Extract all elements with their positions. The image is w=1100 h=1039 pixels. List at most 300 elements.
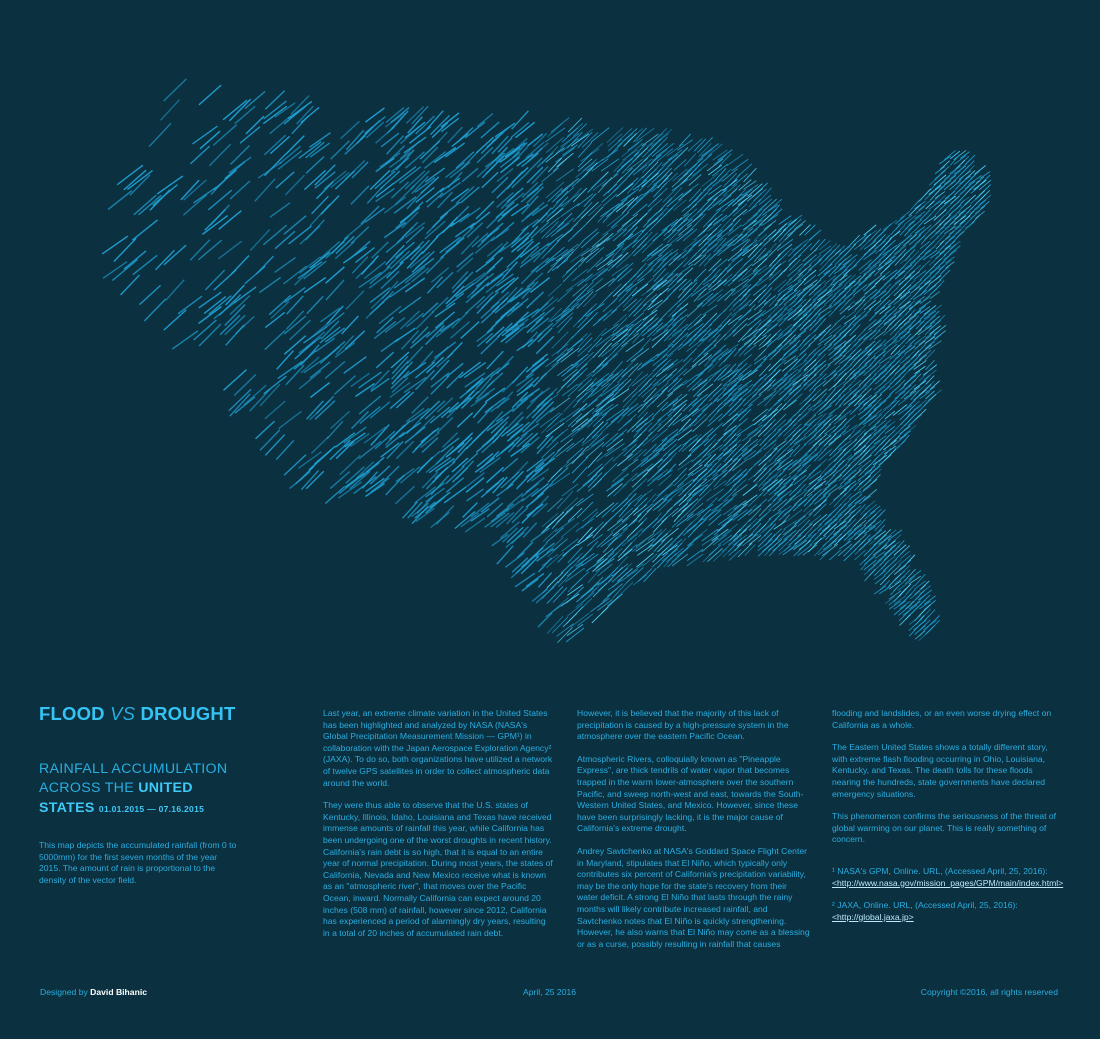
vector-stroke: [561, 348, 580, 363]
vector-stroke: [613, 524, 627, 536]
vector-stroke: [445, 143, 464, 157]
vector-stroke: [517, 471, 534, 489]
vector-stroke: [944, 175, 956, 184]
vector-stroke: [310, 204, 330, 226]
vector-stroke: [940, 236, 950, 244]
vector-stroke: [360, 407, 380, 424]
vector-stroke: [407, 346, 423, 363]
title-vs: VS: [110, 703, 136, 724]
vector-stroke: [341, 121, 360, 139]
vector-stroke: [531, 528, 550, 542]
vector-stroke: [345, 331, 365, 349]
vector-stroke: [689, 175, 701, 186]
footnote-2: [832, 900, 1062, 923]
vector-stroke: [864, 286, 875, 294]
vector-stroke: [404, 362, 426, 377]
vector-stroke: [800, 335, 809, 345]
vector-stroke: [536, 258, 555, 272]
vector-stroke: [910, 371, 920, 379]
vector-stroke: [744, 336, 756, 345]
vector-stroke: [335, 241, 354, 258]
vector-stroke: [924, 231, 935, 240]
vector-stroke: [315, 401, 335, 420]
vector-stroke: [484, 513, 505, 528]
vector-stroke: [193, 126, 218, 144]
vector-stroke: [301, 470, 318, 489]
vector-stroke: [805, 301, 816, 310]
vector-stroke: [385, 318, 405, 333]
vector-stroke: [709, 185, 722, 194]
vector-stroke: [939, 181, 951, 190]
vector-stroke: [820, 550, 831, 560]
vector-stroke: [885, 301, 895, 310]
vector-stroke: [679, 455, 691, 466]
vector-stroke: [920, 241, 930, 249]
vector-stroke: [885, 556, 896, 564]
vector-stroke: [457, 413, 472, 427]
vector-stroke: [920, 316, 931, 323]
vector-stroke: [845, 281, 856, 289]
vector-stroke: [387, 136, 404, 155]
vector-stroke: [906, 585, 915, 595]
vector-stroke: [865, 511, 876, 519]
vector-stroke: [399, 167, 420, 183]
vector-stroke: [413, 437, 428, 453]
vector-stroke: [564, 398, 577, 411]
vector-stroke: [820, 271, 830, 280]
vector-stroke: [870, 506, 880, 514]
vector-stroke: [545, 353, 564, 367]
vector-stroke: [894, 419, 905, 431]
vector-stroke: [431, 115, 450, 134]
vector-stroke: [694, 269, 706, 281]
vector-stroke: [839, 356, 850, 364]
vector-stroke: [502, 378, 517, 392]
vector-stroke: [850, 406, 860, 415]
vector-stroke: [924, 311, 936, 319]
vector-stroke: [789, 259, 800, 270]
vector-stroke: [178, 296, 202, 314]
vector-stroke: [446, 163, 465, 178]
vector-stroke: [794, 221, 805, 230]
vector-stroke: [497, 546, 513, 564]
date-range: 01.01.2015 — 07.16.2015: [98, 803, 205, 814]
vector-stroke: [894, 605, 906, 615]
vector-stroke: [945, 241, 955, 249]
vector-stroke: [434, 148, 456, 163]
vector-stroke: [950, 246, 961, 255]
vector-stroke: [929, 255, 941, 266]
vector-stroke: [400, 467, 419, 483]
vector-stroke: [482, 172, 498, 187]
subtitle: [39, 760, 259, 820]
vector-stroke: [704, 254, 716, 266]
vector-stroke: [517, 542, 532, 558]
vector-stroke: [865, 569, 876, 581]
vector-stroke: [312, 196, 329, 214]
footnote-1: [832, 866, 1062, 889]
vector-stroke: [541, 417, 558, 434]
vector-stroke: [561, 523, 579, 538]
body-column-1: [323, 708, 553, 950]
vector-stroke: [306, 142, 325, 158]
vector-stroke: [139, 195, 162, 215]
vector-stroke: [894, 246, 906, 255]
vector-stroke: [572, 173, 588, 187]
vector-stroke: [642, 354, 659, 366]
vector-stroke: [260, 430, 280, 450]
vector-stroke: [829, 351, 841, 360]
vector-stroke: [809, 471, 821, 480]
vector-stroke: [935, 226, 944, 233]
vector-stroke: [265, 401, 285, 419]
vector-stroke: [965, 171, 975, 180]
vector-stroke: [502, 458, 518, 471]
vector-stroke: [194, 187, 217, 203]
footnote-2-link[interactable]: <http://global.jaxa.jp>: [832, 911, 914, 922]
vector-stroke: [929, 280, 941, 291]
subtitle-united: UNITED: [138, 780, 193, 797]
vector-stroke: [850, 491, 861, 499]
vector-stroke: [820, 240, 831, 249]
vector-stroke: [864, 241, 876, 250]
vector-stroke: [440, 318, 459, 331]
vector-stroke: [265, 91, 284, 109]
vector-stroke: [835, 316, 845, 325]
vector-stroke: [376, 127, 395, 143]
vector-stroke: [910, 386, 920, 393]
vector-stroke: [915, 341, 926, 350]
vector-stroke: [860, 505, 869, 515]
vector-stroke: [304, 357, 326, 372]
vector-stroke: [885, 596, 895, 604]
vector-stroke: [891, 225, 900, 235]
vector-stroke: [381, 339, 399, 352]
vector-stroke: [910, 591, 920, 599]
vector-stroke: [424, 152, 445, 169]
vector-stroke: [859, 360, 871, 370]
vector-stroke: [759, 320, 772, 330]
vector-stroke: [784, 364, 796, 376]
paragraph: They were thus able to observe that the U.S. states of Kentucky, Illinois, Idaho, Louisiana and Texas have received immense amounts of rainfall this year, while California has been undergoing one of the worst droughts in recent history. California's rain debt is so high, that it is equal to an entire year of normal precipitation. During most years, the states of California, Nevada and New Mexico receive what is known as an "atmospheric river", that moves over the Pacific Ocean, inward. Normally California can expect around 20 inches (508 mm) of rainfall, however since 2012, California has experienced a period of alarmingly dry years, resulting in a total of 20 inches of accumulated rain debt.: [323, 800, 553, 938]
vector-stroke: [880, 386, 890, 394]
vector-stroke: [891, 345, 899, 354]
vector-stroke: [959, 205, 971, 214]
vector-stroke: [637, 545, 652, 556]
intro-text: This map depicts the accumulated rainfall (from 0 to 5000mm) for the first seven months of the year 2015. The amount of rain is proportional to the density of the vector field.: [39, 840, 237, 885]
subtitle-line-1: RAINFALL ACCUMULATION: [39, 760, 228, 777]
vector-stroke: [415, 362, 434, 378]
paragraph: Andrey Savtchenko at NASA's Goddard Space Flight Center in Maryland, stipulates that El Niño, which typically only contributes six percent of California's precipitation variability, may be the only hope for the state's recovery from their water deficit. A strong El Niño that lasts through the rainy months will likely contribute increased rainfall, and Savtchenko notes that El Niño is quickly strengthening. However, he also warns that El Niño may come as a blessing or as a curse, possibly resulting in rainfall that causes: [577, 845, 810, 949]
vector-stroke: [259, 277, 280, 292]
vector-stroke: [264, 135, 285, 155]
vector-stroke: [117, 165, 143, 185]
vector-stroke: [839, 541, 850, 549]
vector-stroke: [586, 247, 604, 263]
vector-stroke: [869, 309, 880, 321]
vector-stroke: [909, 570, 921, 579]
vector-stroke: [164, 310, 186, 330]
vector-stroke: [361, 206, 379, 224]
main-title: [39, 703, 259, 724]
vector-stroke: [835, 246, 845, 255]
vector-stroke: [703, 305, 717, 315]
vector-stroke: [919, 301, 931, 309]
vector-stroke: [320, 347, 339, 364]
vector-stroke: [950, 166, 961, 174]
vector-stroke: [819, 246, 831, 255]
vector-stroke: [581, 352, 598, 369]
vector-stroke: [456, 186, 474, 203]
vector-stroke: [834, 431, 846, 440]
vector-stroke: [396, 486, 415, 503]
vector-stroke: [331, 411, 350, 428]
vector-stroke: [399, 423, 420, 438]
vector-stroke: [860, 486, 871, 493]
vector-stroke: [935, 181, 945, 190]
vector-stroke: [440, 202, 460, 218]
vector-stroke: [602, 150, 618, 161]
vector-stroke: [825, 530, 835, 540]
vector-stroke: [657, 344, 673, 356]
vector-stroke: [944, 226, 955, 234]
vector-stroke: [894, 565, 906, 574]
vector-stroke: [890, 436, 899, 444]
vector-stroke: [935, 204, 946, 215]
vector-stroke: [905, 261, 916, 269]
vector-stroke: [386, 238, 404, 253]
vector-stroke: [396, 212, 415, 229]
vector-stroke: [407, 191, 423, 209]
vector-stroke: [774, 395, 786, 406]
vector-stroke: [804, 275, 816, 285]
vector-stroke: [805, 225, 816, 235]
vector-stroke: [915, 211, 926, 218]
vector-stroke: [275, 258, 296, 273]
vector-stroke: [326, 280, 344, 300]
vector-stroke: [164, 79, 187, 101]
vector-stroke: [724, 419, 735, 431]
vector-stroke: [550, 398, 570, 412]
vector-stroke: [591, 598, 610, 611]
vector-stroke: [199, 324, 221, 346]
vector-stroke: [512, 298, 529, 311]
vector-stroke: [426, 458, 444, 473]
vector-stroke: [939, 156, 951, 164]
vector-stroke: [289, 226, 312, 244]
vector-stroke: [839, 515, 850, 524]
vector-stroke: [166, 280, 185, 301]
vector-stroke: [728, 255, 741, 266]
vector-stroke: [401, 126, 420, 143]
vector-stroke: [899, 301, 910, 309]
vector-stroke: [890, 431, 899, 440]
vector-stroke: [875, 460, 885, 469]
vector-stroke: [845, 455, 854, 465]
vector-stroke: [860, 266, 871, 274]
vector-stroke: [899, 560, 911, 570]
vector-stroke: [864, 556, 875, 565]
vector-stroke: [522, 507, 538, 524]
vector-stroke: [814, 496, 825, 505]
vector-stroke: [879, 396, 891, 404]
vector-stroke: [560, 408, 580, 422]
vector-stroke: [779, 216, 791, 225]
vector-stroke: [536, 587, 554, 603]
vector-stroke: [420, 141, 440, 159]
vector-stroke: [898, 395, 912, 405]
vector-stroke: [754, 356, 766, 364]
vector-stroke: [800, 395, 811, 404]
vector-stroke: [835, 250, 845, 260]
vector-stroke: [850, 355, 859, 365]
vector-stroke: [930, 190, 939, 200]
vector-stroke: [258, 162, 282, 178]
vector-stroke: [734, 479, 746, 490]
vector-stroke: [925, 190, 935, 200]
vector-stroke: [426, 257, 443, 274]
vector-stroke: [845, 301, 855, 310]
vector-stroke: [214, 270, 236, 290]
vector-stroke: [465, 296, 484, 313]
vector-stroke: [834, 295, 846, 305]
vector-stroke: [794, 475, 806, 485]
vector-stroke: [830, 495, 841, 505]
vector-stroke: [156, 250, 175, 270]
vector-stroke: [295, 341, 315, 359]
vector-stroke: [974, 200, 986, 210]
vector-stroke: [895, 391, 906, 399]
vector-stroke: [679, 134, 690, 146]
vector-stroke: [306, 157, 324, 174]
vector-stroke: [538, 613, 552, 627]
vector-stroke: [546, 247, 565, 263]
vector-stroke: [229, 99, 250, 121]
vector-stroke: [900, 615, 911, 626]
vector-stroke: [804, 270, 816, 280]
vector-stroke: [481, 498, 499, 512]
vector-stroke: [548, 284, 562, 297]
vector-stroke: [230, 394, 250, 416]
vector-stroke: [949, 205, 961, 215]
vector-stroke: [830, 365, 840, 374]
vector-stroke: [279, 411, 302, 428]
vector-stroke: [557, 288, 572, 302]
vector-stroke: [380, 153, 400, 167]
vector-stroke: [905, 346, 916, 354]
vector-stroke: [815, 440, 825, 450]
vector-stroke: [954, 156, 966, 165]
vector-stroke: [687, 554, 703, 566]
vector-stroke: [965, 215, 975, 225]
vector-stroke: [909, 235, 920, 245]
vector-stroke: [149, 123, 171, 146]
vector-stroke: [231, 146, 250, 165]
vector-stroke: [310, 400, 331, 420]
vector-stroke: [250, 230, 269, 251]
vector-stroke: [603, 194, 617, 206]
vector-stroke: [209, 144, 230, 166]
footnote-1-link[interactable]: <http://www.nasa.gov/mission_pages/GPM/main/index.html>: [832, 877, 1064, 888]
vector-stroke: [591, 128, 609, 143]
vector-stroke: [394, 197, 416, 213]
vector-stroke: [800, 225, 811, 236]
vector-stroke: [820, 255, 829, 265]
vector-stroke: [863, 489, 877, 500]
vector-stroke: [854, 550, 865, 560]
paragraph: However, it is believed that the majority of this lack of precipitation is caused by a high-pressure system in the atmosphere over the eastern Pacific Ocean.: [577, 708, 789, 742]
vector-stroke: [537, 431, 553, 448]
vector-stroke: [304, 170, 325, 189]
vector-stroke: [477, 114, 493, 127]
vector-stroke: [345, 136, 365, 155]
vector-stroke: [799, 404, 810, 416]
designer-name: David Bihanic: [90, 987, 148, 997]
vector-stroke: [311, 437, 328, 454]
vector-stroke: [874, 401, 886, 410]
vector-stroke: [840, 260, 851, 269]
vector-stroke: [521, 208, 538, 222]
vector-stroke: [940, 270, 950, 280]
vector-stroke: [855, 311, 866, 320]
subtitle-states: STATES: [39, 799, 95, 816]
vector-stroke: [850, 324, 861, 335]
vector-stroke: [270, 116, 291, 134]
vector-stroke: [593, 314, 607, 326]
vector-stroke: [276, 440, 294, 459]
vector-stroke: [840, 486, 850, 495]
vector-stroke: [890, 380, 901, 389]
vector-stroke: [390, 391, 410, 408]
vector-stroke: [269, 295, 291, 314]
vector-stroke: [372, 242, 389, 258]
vector-stroke: [181, 180, 199, 200]
vector-stroke: [561, 428, 580, 442]
vector-stroke: [400, 311, 419, 329]
vector-stroke: [830, 531, 840, 540]
vector-stroke: [965, 181, 975, 189]
publication-date: April, 25 2016: [523, 987, 577, 997]
vector-stroke: [490, 398, 509, 412]
vector-stroke: [843, 399, 856, 411]
subtitle-line-2: ACROSS THE: [39, 780, 139, 797]
vector-stroke: [256, 421, 275, 439]
vector-stroke: [487, 351, 504, 369]
vector-stroke: [940, 246, 951, 255]
vector-stroke: [467, 489, 484, 501]
vector-stroke: [573, 467, 588, 483]
vector-stroke: [905, 576, 915, 583]
vector-stroke: [979, 195, 991, 205]
vector-stroke: [844, 335, 855, 345]
title-flood: FLOOD: [39, 703, 105, 724]
vector-stroke: [400, 247, 421, 264]
vector-stroke: [916, 321, 924, 329]
vector-stroke: [342, 316, 359, 334]
paragraph: flooding and landslides, or an even worse drying effect on California as a whole.: [832, 708, 1052, 730]
vector-stroke: [869, 441, 880, 450]
vector-stroke: [825, 466, 836, 474]
vector-stroke: [307, 296, 323, 313]
vector-stroke: [835, 471, 845, 480]
vector-stroke: [870, 421, 880, 429]
vector-stroke: [506, 553, 525, 567]
vector-stroke: [865, 356, 875, 365]
paragraph: Last year, an extreme climate variation in the United States has been highlighted and analyzed by NASA (NASA's Global Precipitation Measurement Mission — GPM¹) in collaboration with the Japan Aerospace Exploration Agency² (JAXA). To do so, both organizations have utilized a network of twelve GPS satellites in order to collect atmospheric data around the world.: [323, 708, 553, 788]
vector-stroke: [367, 187, 382, 204]
vector-stroke: [825, 440, 836, 449]
vector-stroke: [391, 182, 408, 198]
